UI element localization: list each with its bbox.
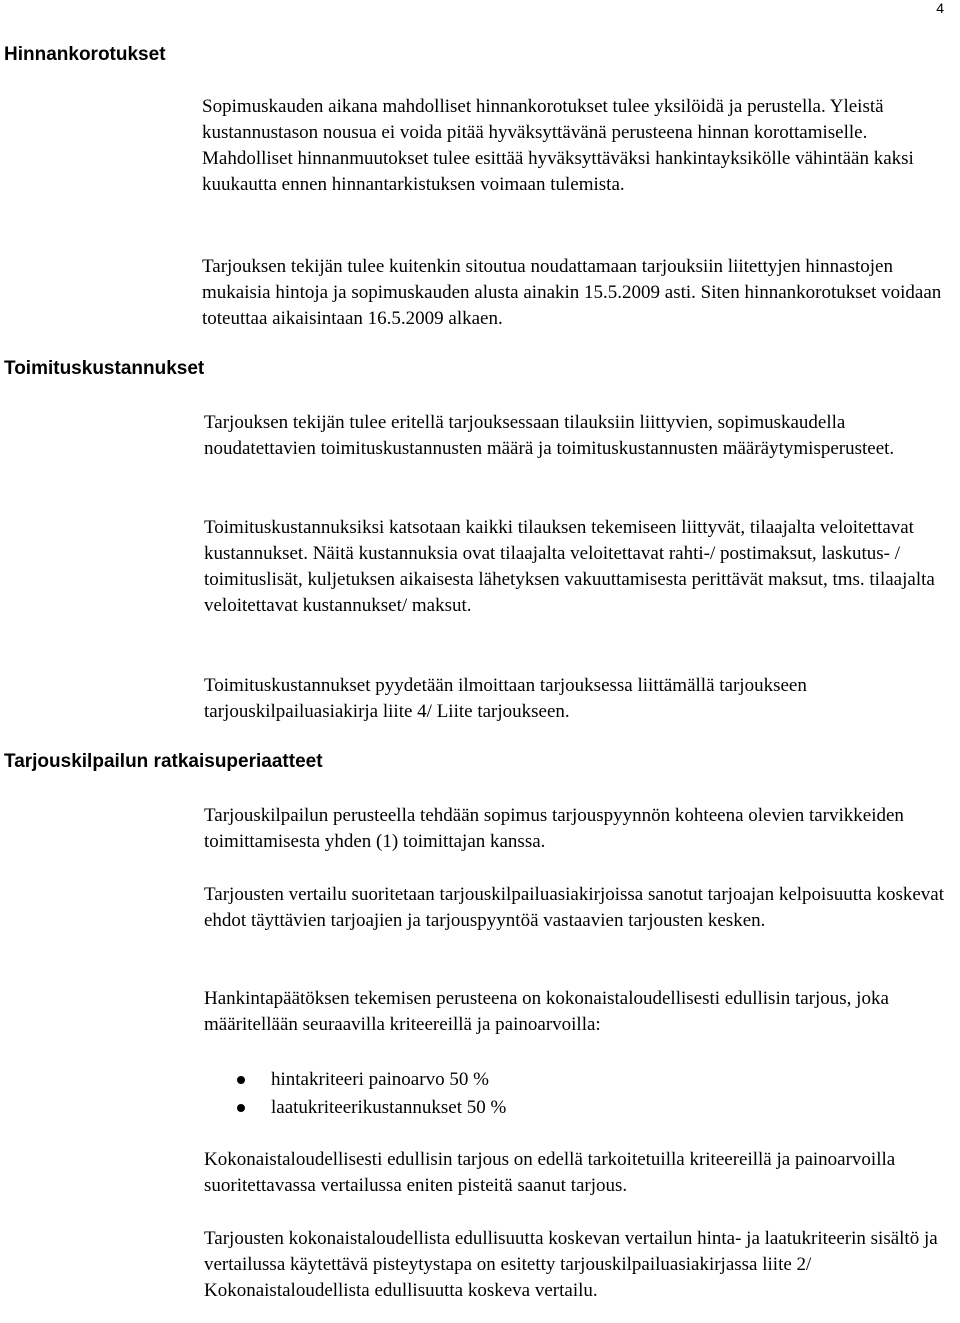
list-item xyxy=(204,1066,506,1094)
page-number: 4 xyxy=(936,0,944,16)
bullet-icon xyxy=(237,1076,245,1084)
criterion-price: hintakriteeri painoarvo 50 % xyxy=(271,1069,489,1090)
paragraph-award-principles-1: Tarjouskilpailun perusteella tehdään sopimus tarjouspyynnön kohteena olevien tarvikkeiden toimittamisesta yhden (1) toimittajan kanssa. xyxy=(204,805,904,852)
list-item xyxy=(204,1094,506,1122)
bullet-icon xyxy=(237,1104,245,1112)
paragraph-award-principles-4: Kokonaistaloudellisesti edullisin tarjous on edellä tarkoitetuilla kriteereillä ja painoarvoilla suoritettavassa vertailussa eniten pisteitä saanut tarjous. xyxy=(204,1149,896,1196)
criteria-list xyxy=(204,1066,506,1122)
paragraph-delivery-costs-2: Toimituskustannuksiksi katsotaan kaikki tilauksen tekemiseen liittyvät, tilaajalta veloitettavat kustannukset. Näitä kustannuksia ovat tilaajalta veloitettavat rahti-/ postimaksut, laskutus- / toimituslisät, kuljetuksen aikaisesta lähetyksen vakuuttamisesta perittävät maksut, tms. tilaajalta veloitettavat kustannukset/ maksut. xyxy=(204,517,935,616)
paragraph-price-increases-2: Tarjouksen tekijän tulee kuitenkin sitoutua noudattamaan tarjouksiin liitettyjen hinnastojen mukaisia hintoja ja sopimuskauden alusta ainakin 15.5.2009 asti. Siten hinnankorotukset voidaan toteuttaa aikaisintaan 16.5.2009 alkaen. xyxy=(202,256,942,329)
heading-delivery-costs: Toimituskustannukset xyxy=(4,358,205,379)
heading-price-increases: Hinnankorotukset xyxy=(4,44,166,65)
paragraph-award-principles-2: Tarjousten vertailu suoritetaan tarjouskilpailuasiakirjoissa sanotut tarjoajan kelpoisuutta koskevat ehdot täyttävien tarjoajien ja tarjouspyyntöä vastaavien tarjousten kesken. xyxy=(204,884,945,931)
paragraph-price-increases-1: Sopimuskauden aikana mahdolliset hinnankorotukset tulee yksilöidä ja perustella. Yleistä kustannustason nousua ei voida pitää hyväksyttävänä perusteena hinnan korottamiselle. Mahdolliset hinnanmuutokset tulee esittää hyväksyttäväksi hankintayksikölle vähintään kaksi kuukautta ennen hinnantarkistuksen voimaan tulemista. xyxy=(202,96,914,195)
heading-award-principles: Tarjouskilpailun ratkaisuperiaatteet xyxy=(4,751,323,772)
criterion-quality: laatukriteerikustannukset 50 % xyxy=(271,1097,507,1118)
paragraph-award-principles-5: Tarjousten kokonaistaloudellista edullisuutta koskevan vertailun hinta- ja laatukriteerin sisältö ja vertailussa käytettävä pisteytystapa on esitetty tarjouskilpailuasiakirjassa liite 2/ Kokonaistaloudellista edullisuutta koskeva vertailu. xyxy=(204,1228,938,1301)
paragraph-delivery-costs-3: Toimituskustannukset pyydetään ilmoittaan tarjouksessa liittämällä tarjoukseen tarjouskilpailuasiakirja liite 4/ Liite tarjoukseen. xyxy=(204,675,807,722)
paragraph-delivery-costs-1: Tarjouksen tekijän tulee eritellä tarjouksessaan tilauksiin liittyvien, sopimuskaudella noudatettavien toimituskustannusten määrä ja toimituskustannusten määräytymisperusteet. xyxy=(204,412,895,459)
paragraph-award-principles-3: Hankintapäätöksen tekemisen perusteena on kokonaistaloudellisesti edullisin tarjous, joka määritellään seuraavilla kriteereillä ja painoarvoilla: xyxy=(204,988,889,1035)
